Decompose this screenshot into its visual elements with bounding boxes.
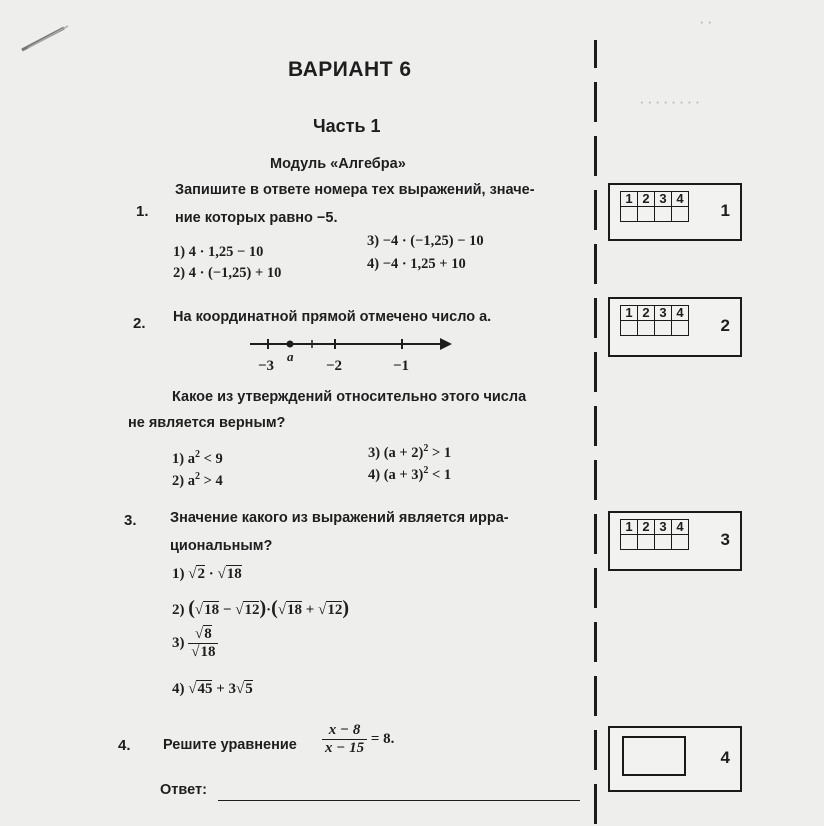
answer-cell[interactable] (672, 321, 689, 336)
option-3: 3) $(a + 2)^2 > 1$ (368, 443, 452, 461)
fraction: $\frac{√8}{√18}$ (188, 626, 218, 661)
question-number: 4. (118, 737, 131, 754)
option-1: 1) √2 · √18 (172, 566, 242, 582)
fraction: $\frac{x - 8}{x - 15}$ (322, 722, 367, 757)
option-2: 2) $a^2 > 4$ (172, 471, 223, 489)
answer-field[interactable] (622, 736, 686, 776)
question-text-line1: Значение какого из выражений является ирра- (170, 510, 509, 526)
number-line (240, 330, 460, 380)
option-1: 1) $a^2 < 9$ (172, 449, 223, 467)
module-title: Модуль «Алгебра» (270, 156, 406, 172)
option-3: 3) −4 · (−1,25) − 10 (367, 233, 484, 249)
question-text-line2: циональным? (170, 538, 273, 554)
option-1: 1) 4 · 1,25 − 10 (173, 244, 264, 260)
question-number: 1. (136, 203, 149, 220)
question-text-line2: ние которых равно −5. (175, 210, 338, 226)
option-4: 4) √45 + 3√5 (172, 681, 253, 697)
answer-label: Ответ: (160, 782, 207, 798)
answer-cell[interactable] (621, 535, 638, 550)
question-text: Решите уравнение (163, 737, 297, 753)
tick-label: −2 (326, 358, 343, 374)
option-4: 4) −4 · 1,25 + 10 (367, 256, 466, 272)
answer-box-2 (608, 297, 742, 357)
answer-box-4 (608, 726, 742, 792)
answer-box-1 (608, 183, 742, 241)
point-a (287, 341, 294, 348)
answer-cell[interactable] (655, 321, 672, 336)
answer-line[interactable] (218, 800, 580, 801)
answer-grid: 1 2 3 4 (620, 519, 689, 550)
answer-cell[interactable] (655, 207, 672, 222)
equation: $\frac{x - 8}{x - 15}$ = 8. (322, 722, 394, 757)
answer-cell[interactable] (672, 535, 689, 550)
part-title: Часть 1 (313, 116, 381, 136)
box-number: 1 (720, 201, 730, 220)
option-2: 2) 4 · (−1,25) + 10 (173, 265, 282, 281)
staple-mark (18, 18, 78, 58)
variant-title: ВАРИАНТ 6 (288, 58, 412, 81)
answer-cell[interactable] (638, 535, 655, 550)
answer-cell[interactable] (655, 535, 672, 550)
answer-cell[interactable] (672, 207, 689, 222)
option-4: 4) $(a + 3)^2 < 1$ (368, 465, 452, 483)
question-line1: Какое из утверждений относительно этого числа (172, 389, 527, 405)
point-label: a (287, 349, 294, 364)
answer-grid: 1 2 3 4 (620, 191, 689, 222)
question-number: 2. (133, 315, 146, 332)
answer-cell[interactable] (621, 321, 638, 336)
question-text-line1: Запишите в ответе номера тех выражений, значе- (175, 182, 535, 198)
answer-grid: 1 2 3 4 (620, 305, 689, 336)
box-number: 3 (720, 530, 730, 549)
option-3: 3) $\frac{√8}{√18}$ (172, 626, 218, 661)
answer-cell[interactable] (638, 207, 655, 222)
box-number: 4 (720, 748, 730, 767)
tick-label: −3 (258, 358, 275, 374)
question-line2: не является верным? (128, 415, 286, 431)
question-text: На координатной прямой отмечено число a. (173, 309, 492, 325)
option-2: 2) (√18 − √12)·(√18 + √12) (172, 597, 350, 619)
answer-cell[interactable] (638, 321, 655, 336)
box-number: 2 (720, 316, 730, 335)
answer-box-3 (608, 511, 742, 571)
answer-cell[interactable] (621, 207, 638, 222)
question-number: 3. (124, 512, 137, 529)
tick-label: −1 (393, 358, 410, 374)
